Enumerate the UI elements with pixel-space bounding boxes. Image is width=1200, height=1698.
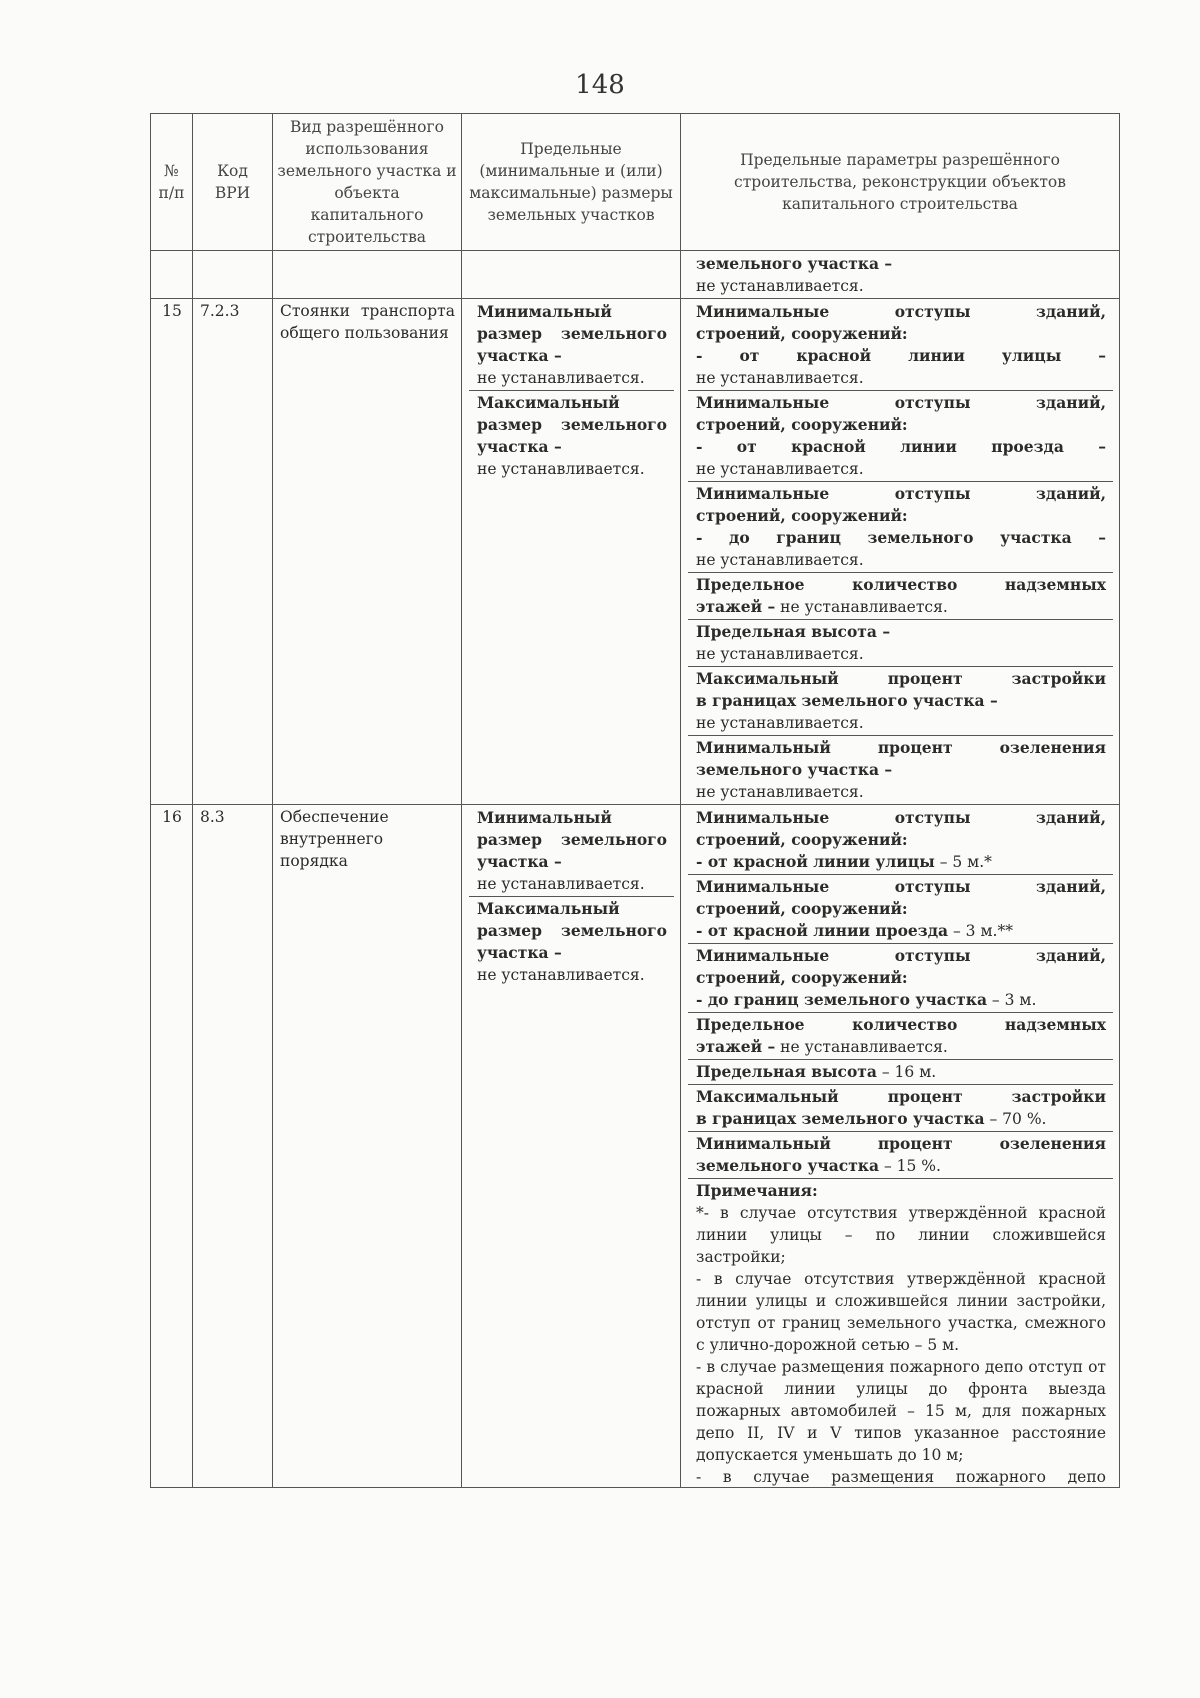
row16-size-min-l2: размер земельного — [477, 830, 667, 849]
row15-p6-l1: Максимальный процент застройки — [696, 669, 1106, 688]
row15-p1-l4: не устанавливается. — [696, 369, 864, 387]
row15-p3-l2: строений, сооружений: — [696, 506, 908, 525]
row15-p3-l4: не устанавливается. — [696, 551, 864, 569]
cont-num — [151, 251, 193, 299]
row16-param-4 — [688, 1012, 1113, 1059]
row15-p7-l3: не устанавливается. — [696, 783, 864, 801]
row16-size-min-l1: Минимальный — [477, 808, 612, 827]
notes-title: Примечания: — [696, 1181, 818, 1200]
row16-p1-l2: строений, сооружений: — [696, 830, 908, 849]
row15-p2-l3: - от красной линии проезда – — [696, 437, 1106, 456]
header-num: № п/п — [151, 114, 193, 251]
row16-params — [681, 805, 1120, 1488]
row15-p4-l2b: этажей – — [696, 597, 776, 616]
continuation-row — [151, 251, 1120, 299]
cont-line2: не устанавливается. — [696, 277, 864, 295]
row16-size-min-l3: участка – — [477, 852, 562, 871]
row16-p5-l1b: Предельная высота — [696, 1062, 877, 1081]
row15-size-max-l1: Максимальный — [477, 393, 620, 412]
row15-p4-l1: Предельное количество надземных — [696, 575, 1106, 594]
row15-p2-l2: строений, сооружений: — [696, 415, 908, 434]
row15-size-max-l4: не устанавливается. — [477, 460, 645, 478]
row15-p6-l2: в границах земельного участка – — [696, 691, 998, 710]
row16-param-7 — [688, 1131, 1113, 1178]
row16-p7-l2: – 15 %. — [879, 1157, 941, 1175]
regulations-table — [150, 113, 1120, 1488]
row16-p6-l2: – 70 %. — [984, 1110, 1047, 1128]
page-number: 148 — [575, 70, 625, 100]
row16-p1-l1: Минимальные отступы зданий, — [696, 808, 1106, 827]
row16-sizes — [462, 805, 681, 1488]
row15-p1-l3: - от красной линии улицы – — [696, 346, 1106, 365]
cont-params — [681, 251, 1120, 299]
row16-p5-l1: – 16 м. — [876, 1063, 937, 1081]
note-3: - в случае размещения пожарного депо отступ от красной линии улицы до фронта выезда пожарных автомобилей – 15 м, для пожарных депо II, IV и V типов указанное расстояние допускается уменьшать до 10 м; — [696, 1358, 1106, 1464]
row16-p3-l1: Минимальные отступы зданий, — [696, 946, 1106, 965]
cont-use — [273, 251, 462, 299]
row15-use: Стоянки транспорта общего пользования — [273, 299, 462, 805]
header-sizes: Предельные (минимальные и (или) максимальные) размеры земельных участков — [462, 114, 681, 251]
row16-num: 16 — [151, 805, 193, 1488]
row15-code: 7.2.3 — [193, 299, 273, 805]
row15-size-max-l2: размер земельного — [477, 415, 667, 434]
row16-p2-l1: Минимальные отступы зданий, — [696, 877, 1106, 896]
row16-p4-l2: не устанавливается. — [775, 1038, 948, 1056]
row16-param-6 — [688, 1084, 1113, 1131]
row15-p3-l3: - до границ земельного участка – — [696, 528, 1106, 547]
table-row-16 — [151, 805, 1120, 1488]
cont-code — [193, 251, 273, 299]
row16-notes — [688, 1178, 1113, 1487]
row16-p6-l1: Максимальный процент застройки — [696, 1087, 1106, 1106]
row15-p3-l1: Минимальные отступы зданий, — [696, 484, 1106, 503]
table-row-15 — [151, 299, 1120, 805]
row16-p4-l1: Предельное количество надземных — [696, 1015, 1106, 1034]
header-row — [151, 114, 1120, 251]
row16-p7-l1: Минимальный процент озеленения — [696, 1134, 1106, 1153]
row15-p1-l2: строений, сооружений: — [696, 324, 908, 343]
row15-p5-l1: Предельная высота – — [696, 622, 891, 641]
note-1: *- в случае отсутствия утверждённой красной линии улицы – по линии сложившейся застройки; — [696, 1204, 1106, 1266]
row15-p1-l1: Минимальные отступы зданий, — [696, 302, 1106, 321]
row15-p2-l4: не устанавливается. — [696, 460, 864, 478]
row15-p2-l1: Минимальные отступы зданий, — [696, 393, 1106, 412]
row15-size-min-l3: участка – — [477, 346, 562, 365]
row16-size-max-l1: Максимальный — [477, 899, 620, 918]
row15-param-7 — [688, 735, 1113, 804]
row15-p7-l1: Минимальный процент озеленения — [696, 738, 1106, 757]
row16-param-5 — [688, 1059, 1113, 1084]
row16-p4-l2b: этажей – — [696, 1037, 776, 1056]
row15-param-5 — [688, 619, 1113, 666]
row16-param-2 — [688, 874, 1113, 943]
row15-param-4 — [688, 572, 1113, 619]
row15-param-2 — [688, 390, 1113, 481]
row15-size-min-l4: не устанавливается. — [477, 369, 645, 387]
row15-p4-l2: не устанавливается. — [775, 598, 948, 616]
row16-size-min — [469, 806, 674, 896]
row16-p1-l3: – 5 м.* — [934, 853, 992, 871]
cont-sizes — [462, 251, 681, 299]
cont-line1: земельного участка – — [696, 254, 893, 273]
row15-p7-l2: земельного участка – — [696, 760, 893, 779]
row16-p3-l3: – 3 м. — [987, 991, 1037, 1009]
row16-param-1 — [688, 806, 1113, 874]
row16-size-max-l2: размер земельного — [477, 921, 667, 940]
row16-code: 8.3 — [193, 805, 273, 1488]
row15-size-min-l2: размер земельного — [477, 324, 667, 343]
header-code: Код ВРИ — [193, 114, 273, 251]
row15-sizes — [462, 299, 681, 805]
row15-p6-l3: не устанавливается. — [696, 714, 864, 732]
row16-size-min-l4: не устанавливается. — [477, 875, 645, 893]
row15-num: 15 — [151, 299, 193, 805]
header-params: Предельные параметры разрешённого строительства, реконструкции объектов капитального строительства — [681, 114, 1120, 251]
header-use: Вид разрешённого использования земельного участка и объекта капитального строительства — [273, 114, 462, 251]
row16-p2-l3b: - от красной линии проезда — [696, 921, 949, 940]
row16-size-max-l4: не устанавливается. — [477, 966, 645, 984]
row15-size-max — [469, 390, 674, 481]
row16-p2-l2: строений, сооружений: — [696, 899, 908, 918]
row16-size-max — [469, 896, 674, 987]
row16-p2-l3: – 3 м.** — [948, 922, 1013, 940]
row15-params — [681, 299, 1120, 805]
row15-size-max-l3: участка – — [477, 437, 562, 456]
note-4: - в случае размещения пожарного депо — [696, 1468, 1106, 1486]
row15-p5-l2: не устанавливается. — [696, 645, 864, 663]
row15-param-6 — [688, 666, 1113, 735]
row16-p1-l3b: - от красной линии улицы — [696, 852, 935, 871]
row15-param-1 — [688, 300, 1113, 390]
row15-size-min-l1: Минимальный — [477, 302, 612, 321]
row16-p6-l2b: в границах земельного участка — [696, 1109, 985, 1128]
row16-p7-l2b: земельного участка — [696, 1156, 880, 1175]
row15-size-min — [469, 300, 674, 390]
row16-use: Обеспечение внутреннего порядка — [273, 805, 462, 1488]
row16-p3-l2: строений, сооружений: — [696, 968, 908, 987]
row16-size-max-l3: участка – — [477, 943, 562, 962]
row16-param-3 — [688, 943, 1113, 1012]
row16-p3-l3b: - до границ земельного участка — [696, 990, 987, 1009]
note-2: - в случае отсутствия утверждённой красной линии улицы и сложившейся линии застройки, отступ от границ земельного участка, смежного с улично-дорожной сетью – 5 м. — [696, 1270, 1106, 1354]
row15-param-3 — [688, 481, 1113, 572]
